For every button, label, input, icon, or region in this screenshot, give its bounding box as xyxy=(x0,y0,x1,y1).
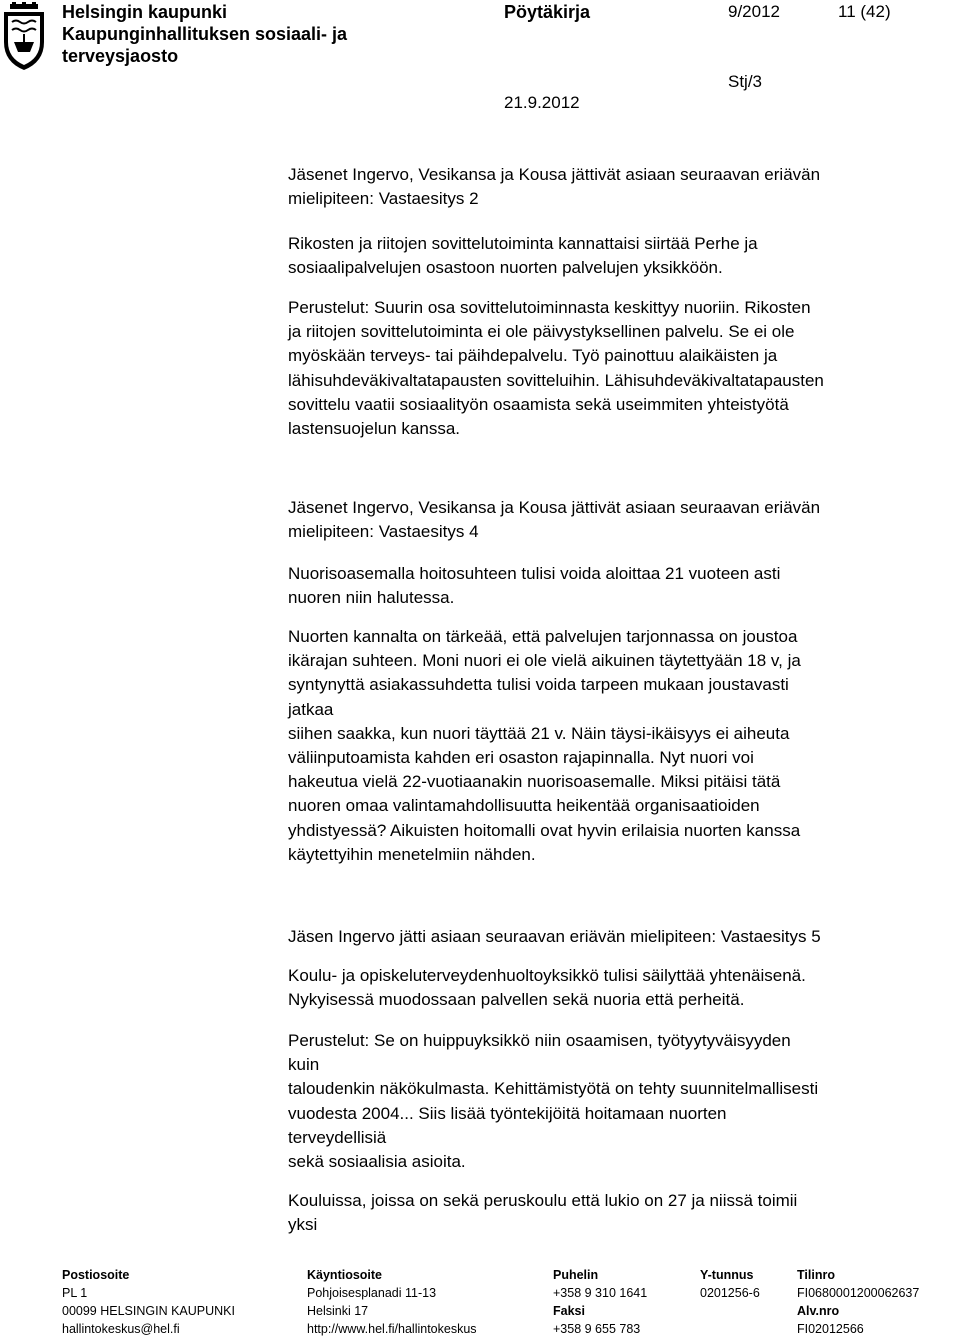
rationale-text xyxy=(288,625,801,867)
footer-label: Postiosoite xyxy=(62,1268,130,1282)
text-line: mielipiteen: Vastaesitys 4 xyxy=(288,522,479,542)
footer-value: 00099 HELSINGIN KAUPUNKI xyxy=(62,1304,235,1318)
text-line: Jäsenet Ingervo, Vesikansa ja Kousa jättivät asiaan seuraavan eriävän xyxy=(288,165,821,184)
paragraph xyxy=(288,964,806,1012)
text-line: yksi xyxy=(288,1215,318,1235)
text-line: taloudenkin näkökulmasta. Kehittämistyötä on tehty suunnitelmallisesti xyxy=(288,1079,819,1099)
rationale-text xyxy=(288,296,824,441)
doc-type: Pöytäkirja xyxy=(504,2,591,22)
text-line: terveydellisiä xyxy=(288,1127,387,1147)
text-line: mielipiteen: Vastaesitys 2 xyxy=(288,189,479,209)
footer-value: +358 9 655 783 xyxy=(553,1322,641,1336)
footer-ytunnus xyxy=(700,1266,760,1302)
paragraph xyxy=(288,925,821,949)
text-line: Rikosten ja riitojen sovittelutoiminta kannattaisi siirtää Perhe ja xyxy=(288,234,758,253)
text-line: sovittelu vaatii sosiaalityön osaamista sekä useimmiten yhteistyötä xyxy=(288,394,789,414)
text-line: sosiaalipalvelujen osastoon nuorten palvelujen yksikköön. xyxy=(288,258,723,278)
footer-website-link[interactable]: http://www.hel.fi/hallintokeskus xyxy=(307,1322,477,1336)
section-code: Stj/3 xyxy=(728,72,763,91)
footer-visiting xyxy=(307,1266,477,1338)
text-line: kuin xyxy=(288,1055,320,1075)
text-line: vuodesta 2004... Siis lisää työntekijöitä hoitamaan nuorten xyxy=(288,1103,727,1123)
page-number: 11 (42) xyxy=(838,2,891,21)
footer-value: FI02012566 xyxy=(797,1322,864,1336)
paragraph xyxy=(288,163,820,211)
footer-phone xyxy=(553,1266,647,1338)
footer-email-link[interactable]: hallintokeskus@hel.fi xyxy=(62,1322,180,1336)
text-line: Nykyisessä muodossaan palvellen sekä nuoria että perheitä. xyxy=(288,990,745,1010)
paragraph xyxy=(288,562,780,610)
footer-label: Alv.nro xyxy=(797,1304,840,1318)
rationale-text xyxy=(288,1029,818,1174)
text-line: nuoren niin halutessa. xyxy=(288,588,455,608)
dissent-section-4 xyxy=(288,496,820,544)
dissent-section-2 xyxy=(288,163,820,211)
text-line: Jäsenet Ingervo, Vesikansa ja Kousa jättivät asiaan seuraavan eriävän xyxy=(288,498,821,517)
footer-label: Tilinro xyxy=(797,1268,835,1282)
text-line: Perustelut: Suurin osa sovittelutoiminnasta keskittyy nuoriin. Rikosten xyxy=(288,298,811,317)
text-line: ikärajan suhteen. Moni nuori ei ole vielä aikuinen täytettyään 18 v, ja xyxy=(288,651,801,671)
footer-label: Faksi xyxy=(553,1304,585,1318)
proposal-text xyxy=(288,562,780,610)
text-line: hakeutua vielä 22-vuotiaanakin nuorisoasemalle. Miksi pitäisi tätä xyxy=(288,772,781,792)
text-line: siihen saakka, kun nuori täyttää 21 v. Näin täysi-ikäisyys ei aiheuta xyxy=(288,723,790,743)
footer-label: Käyntiosoite xyxy=(307,1268,383,1282)
text-line: nuoren omaa valintamahdollisuutta heikentää organisaatioiden xyxy=(288,796,760,816)
paragraph xyxy=(288,1189,797,1237)
text-line: sekä sosiaalisia asioita. xyxy=(288,1152,466,1172)
text-line: Nuorten kannalta on tärkeää, että palvelujen tarjonnassa on joustoa xyxy=(288,627,798,646)
paragraph xyxy=(288,232,758,280)
meeting-date: 21.9.2012 xyxy=(504,93,580,112)
text-line: lastensuojelun kanssa. xyxy=(288,419,461,439)
proposal-text xyxy=(288,232,758,280)
footer-label: Puhelin xyxy=(553,1268,599,1282)
text-line: käytettyihin menetelmiin nähden. xyxy=(288,844,536,864)
footer-postal xyxy=(62,1266,235,1338)
doc-number: 9/2012 xyxy=(728,2,780,21)
paragraph xyxy=(288,296,824,441)
text-line: väliinputoamista kahden eri osaston rajapinnalla. Nyt nuori voi xyxy=(288,748,754,768)
footer-label: Y-tunnus xyxy=(700,1268,754,1282)
paragraph xyxy=(288,625,801,867)
dissent-section-5 xyxy=(288,925,821,949)
text-line: Nuorisoasemalla hoitosuhteen tulisi voida aloittaa 21 vuoteen asti xyxy=(288,564,781,583)
footer-value: 0201256-6 xyxy=(700,1286,760,1300)
footer-value: FI0680001200062637 xyxy=(797,1286,920,1300)
text-line: Koulu- ja opiskeluterveydenhuoltoyksikkö tulisi säilyttää yhtenäisenä. xyxy=(288,966,806,985)
text-line: Jäsen Ingervo jätti asiaan seuraavan eriävän mielipiteen: Vastaesitys 5 xyxy=(288,927,821,946)
schools-text xyxy=(288,1189,797,1237)
text-line: ja riitojen sovittelutoiminta ei ole päivystyksellinen palvelu. Se ei ole xyxy=(288,322,795,342)
org-subunit: terveysjaosto xyxy=(62,46,179,66)
text-line: lähisuhdeväkivaltatapausten sovitteluihin. Lähisuhdeväkivaltatapausten xyxy=(288,370,824,390)
org-unit: Kaupunginhallituksen sosiaali- ja xyxy=(62,24,348,44)
text-line: syntynyttä asiakassuhdetta tulisi voida tarpeen mukaan joustavasti xyxy=(288,675,789,695)
paragraph xyxy=(288,1029,818,1174)
footer-value: Helsinki 17 xyxy=(307,1304,369,1318)
org-name: Helsingin kaupunki xyxy=(62,2,228,22)
text-line: myöskään terveys- tai päihdepalvelu. Työ painottuu alaikäisten ja xyxy=(288,346,778,366)
helsinki-coat-of-arms-icon xyxy=(2,2,46,72)
footer-value: Pohjoisesplanadi 11-13 xyxy=(307,1286,437,1300)
text-line: Kouluissa, joissa on sekä peruskoulu että lukio on 27 ja niissä toimii xyxy=(288,1191,798,1210)
text-line: yhdistyessä? Aikuisten hoitomalli ovat hyvin erilaisia nuorten kanssa xyxy=(288,820,801,840)
text-line: Perustelut: Se on huippuyksikkö niin osaamisen, työtyytyväisyyden xyxy=(288,1031,791,1050)
proposal-text xyxy=(288,964,806,1012)
text-line: jatkaa xyxy=(288,699,334,719)
footer-account xyxy=(797,1266,919,1338)
footer-value: +358 9 310 1641 xyxy=(553,1286,648,1300)
footer-value: PL 1 xyxy=(62,1286,88,1300)
paragraph xyxy=(288,496,820,544)
